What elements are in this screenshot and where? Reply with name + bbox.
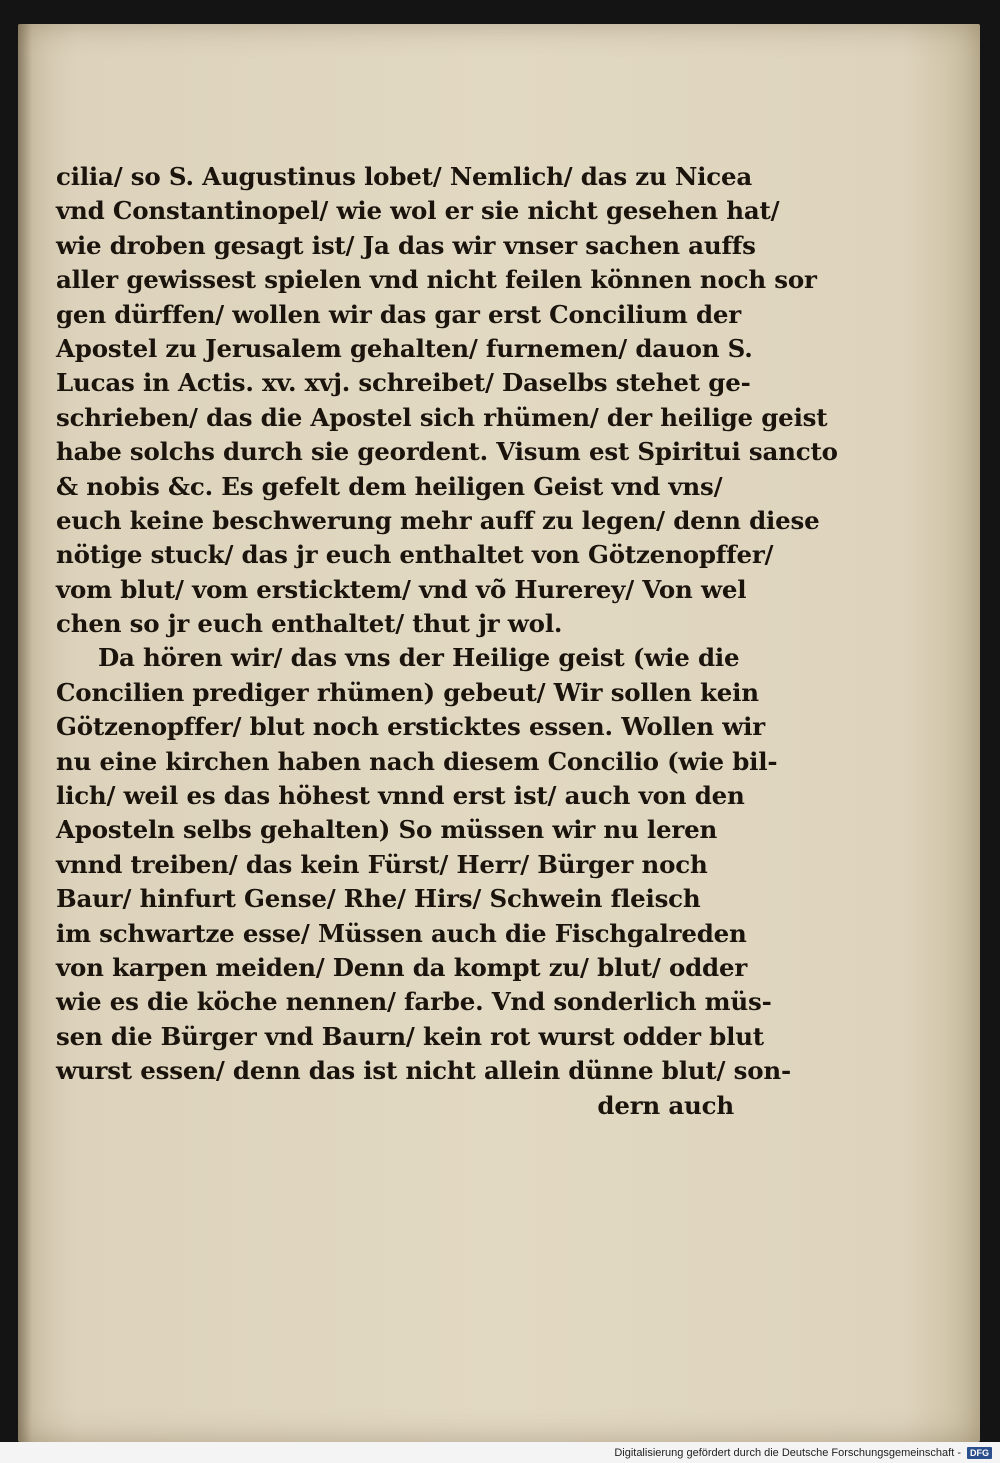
- paragraph-start-line: Da hören wir/ das vns der Heilige geist (wie die: [98, 643, 740, 673]
- text-line: chen so jr euch enthaltet/ thut jr wol.: [56, 609, 563, 639]
- text-line: sen die Bürger vnd Baurn/ kein rot wurst odder blut: [56, 1021, 764, 1051]
- catchword: dern auch: [597, 1090, 734, 1120]
- text-line: vnnd treiben/ das kein Fürst/ Herr/ Bürger noch: [56, 849, 708, 879]
- text-line: von karpen meiden/ Denn da kompt zu/ blut/ odder: [56, 952, 748, 982]
- dfg-logo: DFG: [967, 1447, 992, 1459]
- text-line: wie es die köche nennen/ farbe. Vnd sonderlich müs-: [56, 987, 772, 1017]
- text-line: schrieben/ das die Apostel sich rhümen/ der heilige geist: [56, 402, 828, 432]
- text-line: gen dürffen/ wollen wir das gar erst Concilium der: [56, 299, 741, 329]
- digitization-footer: [0, 1442, 1000, 1463]
- text-line: vom blut/ vom ersticktem/ vnd võ Hurerey/ Von wel: [56, 574, 747, 604]
- text-line: Lucas in Actis. xv. xvj. schreibet/ Daselbs stehet ge-: [56, 368, 751, 398]
- text-line: Concilien prediger rhümen) gebeut/ Wir sollen kein: [56, 677, 759, 707]
- text-line: Götzenopffer/ blut noch ersticktes essen. Wollen wir: [56, 712, 765, 742]
- text-line: vnd Constantinopel/ wie wol er sie nicht gesehen hat/: [56, 196, 780, 226]
- text-line: im schwartze esse/ Müssen auch die Fischgalreden: [56, 918, 747, 948]
- text-line: & nobis &c. Es gefelt dem heiligen Geist vnd vns/: [56, 471, 723, 501]
- text-line: Apostel zu Jerusalem gehalten/ furnemen/ dauon S.: [56, 333, 753, 363]
- text-line: habe solchs durch sie geordent. Visum est Spiritui sancto: [56, 437, 838, 467]
- text-line: nu eine kirchen haben nach diesem Concilio (wie bil-: [56, 746, 778, 776]
- text-block: [56, 160, 838, 1123]
- text-line: lich/ weil es das höhest vnnd erst ist/ auch von den: [56, 781, 745, 811]
- text-line: nötige stuck/ das jr euch enthaltet von Götzenopffer/: [56, 540, 774, 570]
- text-line: euch keine beschwerung mehr auff zu legen/ denn diese: [56, 505, 820, 535]
- text-line: Baur/ hinfurt Gense/ Rhe/ Hirs/ Schwein fleisch: [56, 884, 701, 914]
- footer-credit-text: Digitalisierung gefördert durch die Deutsche Forschungsgemeinschaft -: [614, 1446, 961, 1459]
- text-line: Aposteln selbs gehalten) So müssen wir nu leren: [56, 815, 718, 845]
- text-line: aller gewissest spielen vnd nicht feilen können noch sor: [56, 265, 817, 295]
- text-line: cilia/ so S. Augustinus lobet/ Nemlich/ das zu Nicea: [56, 162, 753, 191]
- text-line: wie droben gesagt ist/ Ja das wir vnser sachen auffs: [56, 230, 756, 260]
- text-line: wurst essen/ denn das ist nicht allein dünne blut/ son-: [56, 1056, 791, 1086]
- book-page: [18, 24, 980, 1442]
